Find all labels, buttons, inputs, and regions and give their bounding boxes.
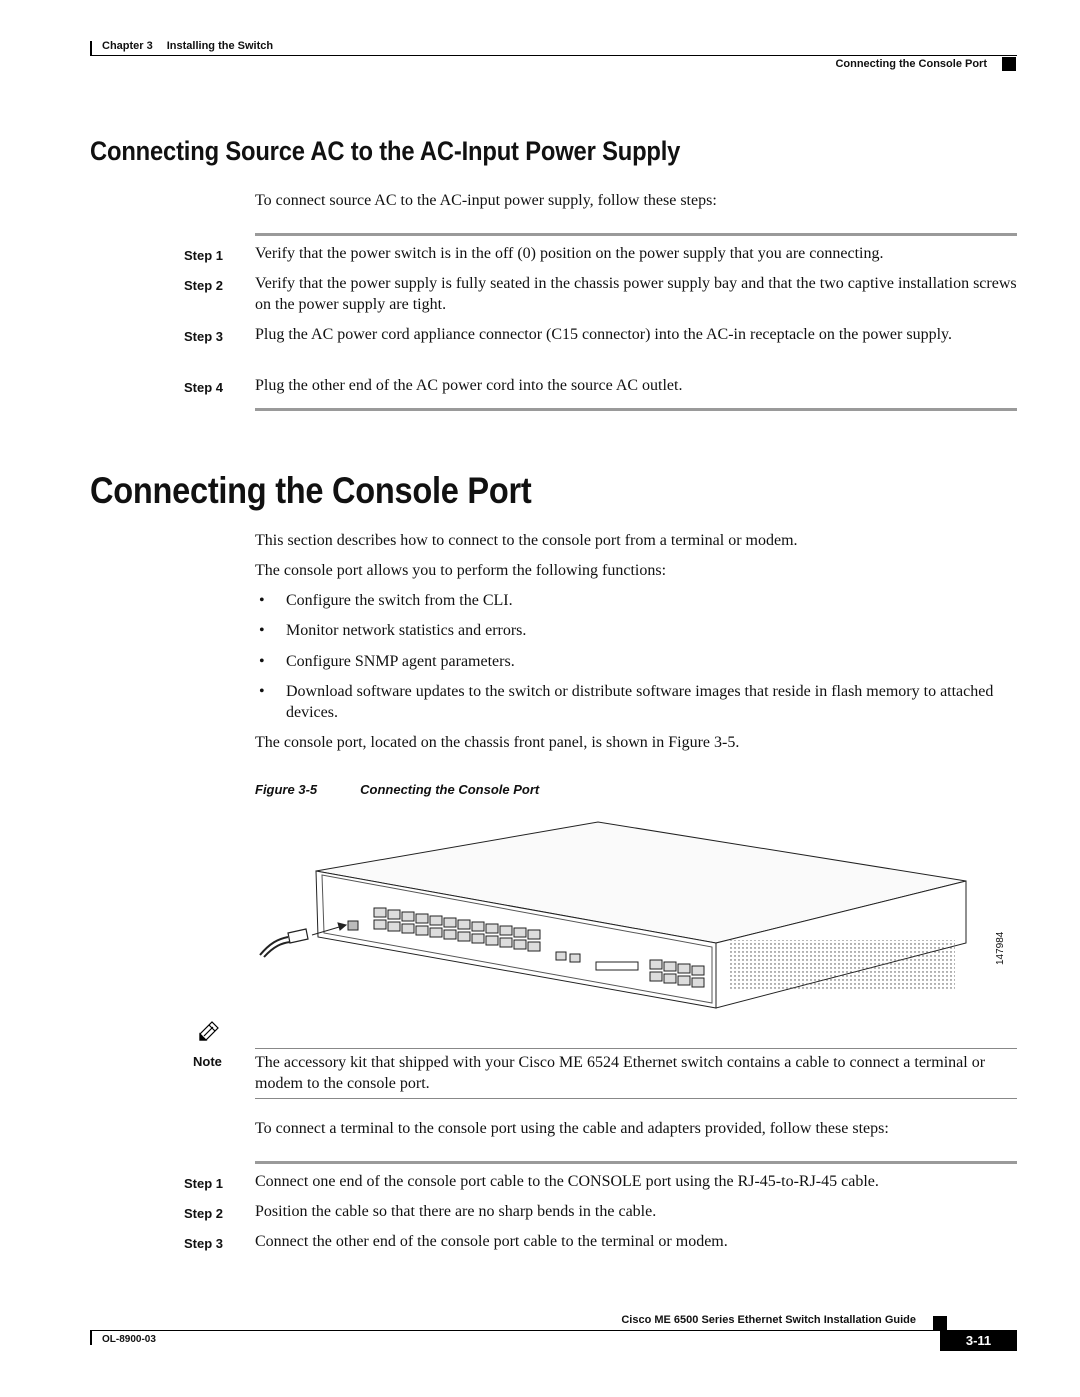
bullet-dot: •	[259, 683, 265, 700]
step-text: Connect one end of the console port cable to the CONSOLE port using the RJ-45-to-RJ-45 cable.	[255, 1173, 879, 1190]
console-paragraph: The console port, located on the chassis front panel, is shown in Figure 3-5.	[255, 734, 740, 751]
header-rule	[90, 55, 1017, 56]
step-text: Plug the AC power cord appliance connector (C15 connector) into the AC-in receptacle on the power supply.	[255, 326, 952, 343]
console-paragraph: To connect a terminal to the console port using the cable and adapters provided, follow these steps:	[255, 1120, 889, 1137]
steps-top-rule	[255, 233, 1017, 236]
header-marker	[1002, 57, 1016, 71]
footer-rule	[90, 1330, 1017, 1331]
bullet-text: Download software updates to the switch or distribute software images that reside in flash memory to attached devices.	[286, 683, 994, 721]
step-label: Step 2	[184, 278, 224, 293]
section-heading-ac: Connecting Source AC to the AC-Input Power Supply	[90, 136, 681, 166]
header-bar	[90, 41, 92, 55]
figure-caption	[255, 782, 539, 797]
step-text: Verify that the power switch is in the off (0) position on the power supply that you are connecting.	[255, 245, 884, 262]
step-label: Step 3	[184, 329, 224, 344]
figure-number: Figure 3-5	[255, 782, 318, 797]
note-text: The accessory kit that shipped with your Cisco ME 6524 Ethernet switch contains a cable to connect a terminal or modem to the console port.	[255, 1054, 986, 1092]
page-number: 3-11	[940, 1331, 1017, 1351]
step-text: Verify that the power supply is fully seated in the chassis power supply bay and that the two captive installation screws on the power supply are tight.	[255, 275, 1017, 313]
step-label: Step 4	[184, 380, 224, 395]
console-paragraph: The console port allows you to perform the following functions:	[255, 562, 667, 579]
footer-guide-title: Cisco ME 6500 Series Ethernet Switch Installation Guide	[621, 1314, 916, 1326]
step-label: Step 1	[184, 1176, 224, 1191]
step-label: Step 2	[184, 1206, 224, 1221]
note-bottom-rule	[255, 1098, 1017, 1099]
figure-id: 147984	[995, 931, 1006, 965]
steps-bottom-rule	[255, 408, 1017, 411]
switch-illustration	[250, 815, 1000, 1015]
step-text: Connect the other end of the console port cable to the terminal or modem.	[255, 1233, 728, 1250]
note-pencil-icon	[198, 1020, 224, 1044]
bullet-text: Configure the switch from the CLI.	[286, 592, 513, 609]
bullet-text: Monitor network statistics and errors.	[286, 622, 527, 639]
chapter-number: Chapter 3	[102, 40, 153, 52]
step-label: Step 3	[184, 1236, 224, 1251]
note-label: Note	[193, 1054, 222, 1069]
figure-title: Connecting the Console Port	[360, 782, 540, 797]
footer-marker	[933, 1316, 947, 1330]
bullet-dot: •	[259, 592, 265, 609]
bullet-dot: •	[259, 653, 265, 670]
step-text: Plug the other end of the AC power cord into the source AC outlet.	[255, 377, 683, 394]
footer-bar	[90, 1331, 92, 1345]
header-chapter	[102, 40, 273, 52]
step-label: Step 1	[184, 248, 224, 263]
bullet-text: Configure SNMP agent parameters.	[286, 653, 515, 670]
steps-top-rule	[255, 1161, 1017, 1164]
footer-doc-number: OL-8900-03	[102, 1334, 156, 1345]
header-section-title: Connecting the Console Port	[835, 58, 987, 70]
step-text: Position the cable so that there are no sharp bends in the cable.	[255, 1203, 657, 1220]
console-paragraph: This section describes how to connect to the console port from a terminal or modem.	[255, 532, 798, 549]
section-heading-console: Connecting the Console Port	[90, 470, 532, 511]
bullet-dot: •	[259, 622, 265, 639]
ac-intro: To connect source AC to the AC-input power supply, follow these steps:	[255, 192, 717, 209]
note-top-rule	[255, 1048, 1017, 1049]
chapter-title: Installing the Switch	[166, 40, 274, 52]
